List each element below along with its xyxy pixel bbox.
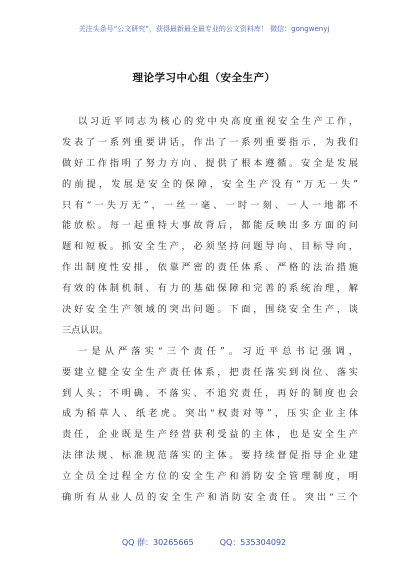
document-title: 理论学习中心组（安全生产） xyxy=(132,72,276,84)
body-line: 到人头；不明确、不落实、不追究责任，再好的制度也会 xyxy=(62,387,358,399)
paragraph-1 xyxy=(62,112,358,342)
body-line: 以习近平同志为核心的党中央高度重视安全生产工作， xyxy=(78,116,358,127)
body-line: 要建立健全安全生产责任体系，把责任落实到岗位、落实 xyxy=(62,366,358,378)
body-line: 确所有从业人员的安全生产和消防安全责任。突出“三个 xyxy=(62,492,358,504)
body-line: 法律法规、标准规范落实的主体。要持续督促指导企业建 xyxy=(62,450,358,462)
body-line: 做好工作指明了努力方向、提供了根本遵循。安全是发展 xyxy=(62,157,358,169)
header-promo-banner: 关注头条号“公文研究”，获得最新最全最专业的公文资料库！ 微信：gongwenyj xyxy=(78,25,330,33)
body-line: 作出制度性安排，依靠严密的责任体系、严格的法治措施 xyxy=(62,262,358,274)
body-line: 有效的体制机制、有力的基础保障和完善的系统治理，解 xyxy=(62,283,358,295)
document-body xyxy=(62,112,358,509)
body-line: 能放松。每一起重特大事故背后，都能反映出多方面的问 xyxy=(62,220,358,232)
body-line: 的前提，发展是安全的保障，安全生产没有“万无一失” xyxy=(62,178,358,190)
body-line: 题和短板。抓安全生产，必须坚持问题导向、目标导向， xyxy=(62,241,358,253)
body-line: 三点认识。 xyxy=(62,324,108,336)
body-line: 立全员全过程全方位的安全生产和消防安全管理制度，明 xyxy=(62,471,358,483)
paragraph-2 xyxy=(62,342,358,509)
body-line: 一是从严落实“三个责任”。习近平总书记强调， xyxy=(78,345,358,357)
body-line: 责任，企业既是生产经营获利受益的主体，也是安全生产 xyxy=(62,429,358,441)
footer-contact xyxy=(0,537,408,548)
footer-qq-group: QQ 群：30265665 xyxy=(121,538,194,547)
body-line: 发表了一系列重要讲话，作出了一系列重要指示，为我们 xyxy=(62,136,358,148)
footer-qq: QQ：535304092 xyxy=(219,538,287,547)
body-line: 成为稻草人、纸老虎。突出“权责对等”，压实企业主体 xyxy=(62,408,358,420)
body-line: 只有“一失万无”，一丝一毫、一时一刻、一人一地都不 xyxy=(62,199,358,211)
body-line: 决好安全生产领域的突出问题。下面，围绕安全生产，谈 xyxy=(62,304,358,316)
